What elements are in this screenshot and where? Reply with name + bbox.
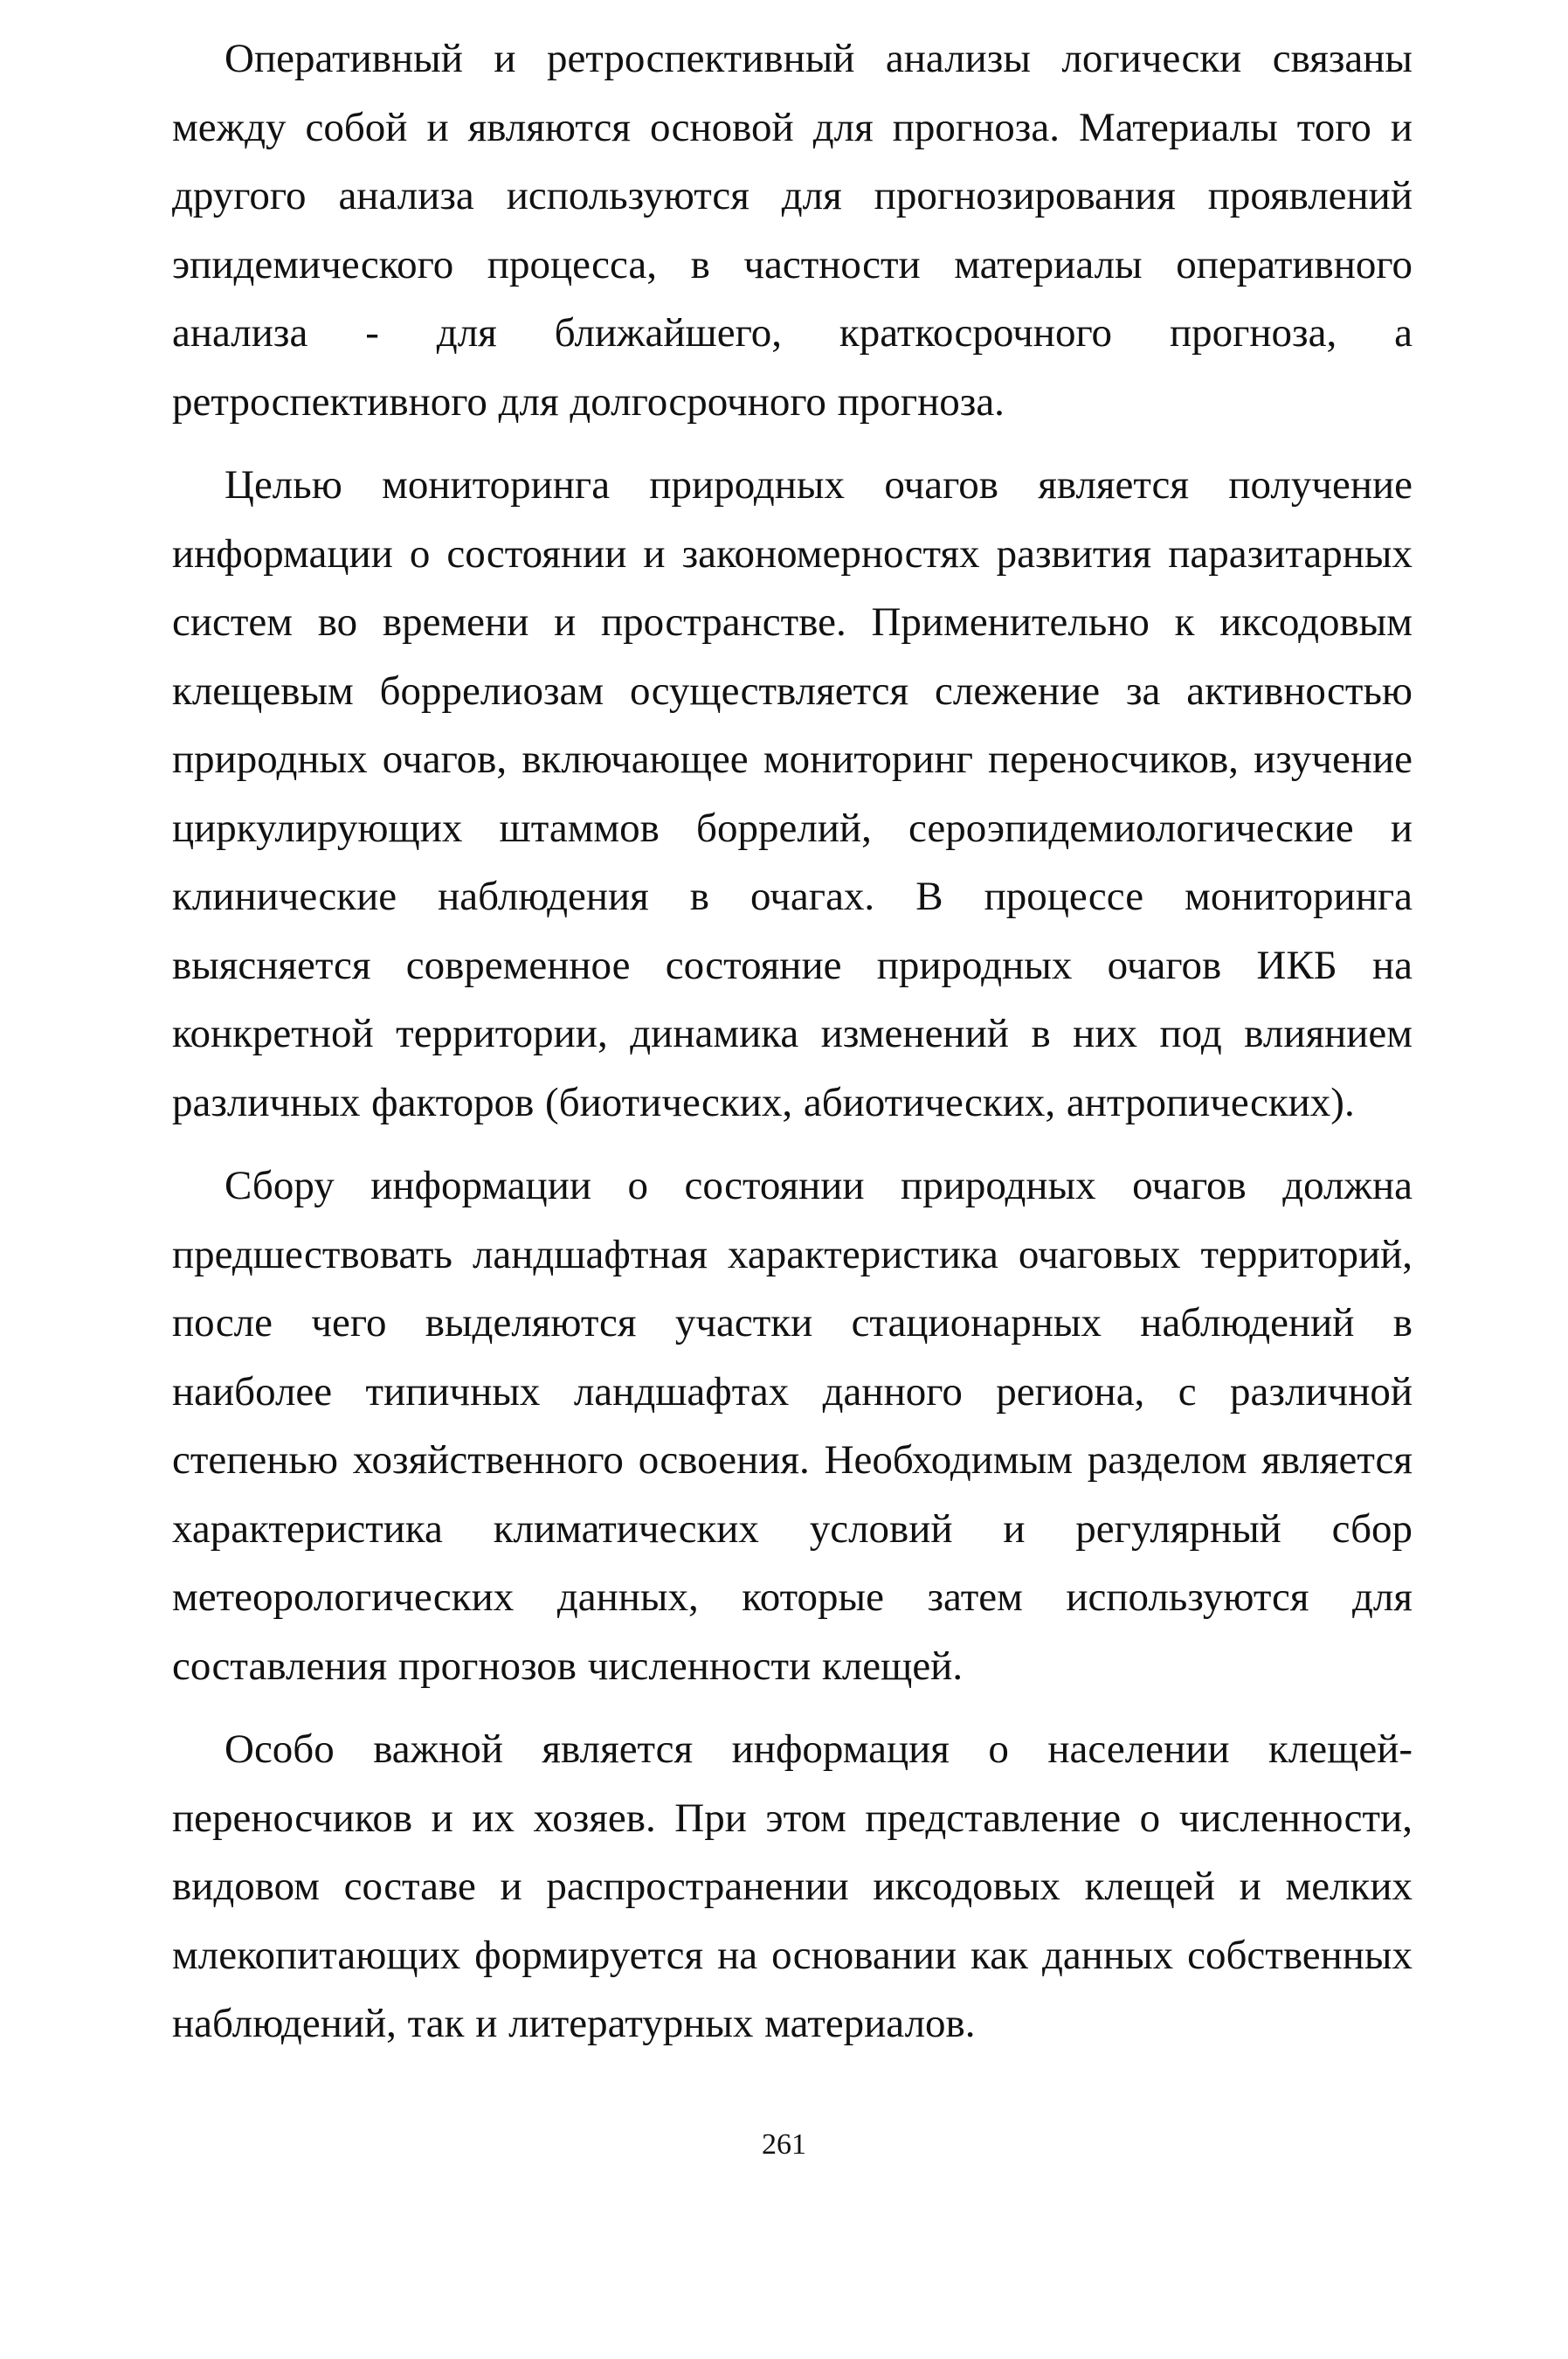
page-number: 261: [762, 2128, 806, 2161]
paragraph-analysis: Оперативный и ретроспективный анализы логически связаны между собой и являются основой для прогноза. Материалы того и другого анализа используются для прогнозирования проявлений эпидемического процесса, в частности материалы оперативного анализа - для ближайшего, краткосрочного прогноза, а ретроспективного для долгосрочного прогноза.: [172, 36, 1413, 425]
paragraph-landscape: Сбору информации о состоянии природных очагов должна предшествовать ландшафтная характеристика очаговых территорий, после чего выделяются участки стационарных наблюдений в наиболее типичных ландшафтах данного региона, с различной степенью хозяйственного освоения. Необходимым разделом является характеристика климатических условий и регулярный сбор метеорологических данных, которые затем используются для составления прогнозов численности клещей.: [172, 1163, 1413, 1689]
body-text: [172, 24, 1413, 2073]
paragraph-monitoring-goal: Целью мониторинга природных очагов является получение информации о состоянии и закономерностях развития паразитарных систем во времени и пространстве. Применительно к иксодовым клещевым боррелиозам осуществляется слежение за активностью природных очагов, включающее мониторинг переносчиков, изучение циркулирующих штаммов боррелий, сероэпидемиологические и клинические наблюдения в очагах. В процессе мониторинга выясняется современное состояние природных очагов ИКБ на конкретной территории, динамика изменений в них под влиянием различных факторов (биотических, абиотических, антропических).: [172, 462, 1413, 1125]
paragraph-ticks-hosts: Особо важной является информация о населении клещей-переносчиков и их хозяев. При этом представление о численности, видовом составе и распространении иксодовых клещей и мелких млекопитающих формируется на основании как данных собственных наблюдений, так и литературных материалов.: [172, 1726, 1413, 2046]
